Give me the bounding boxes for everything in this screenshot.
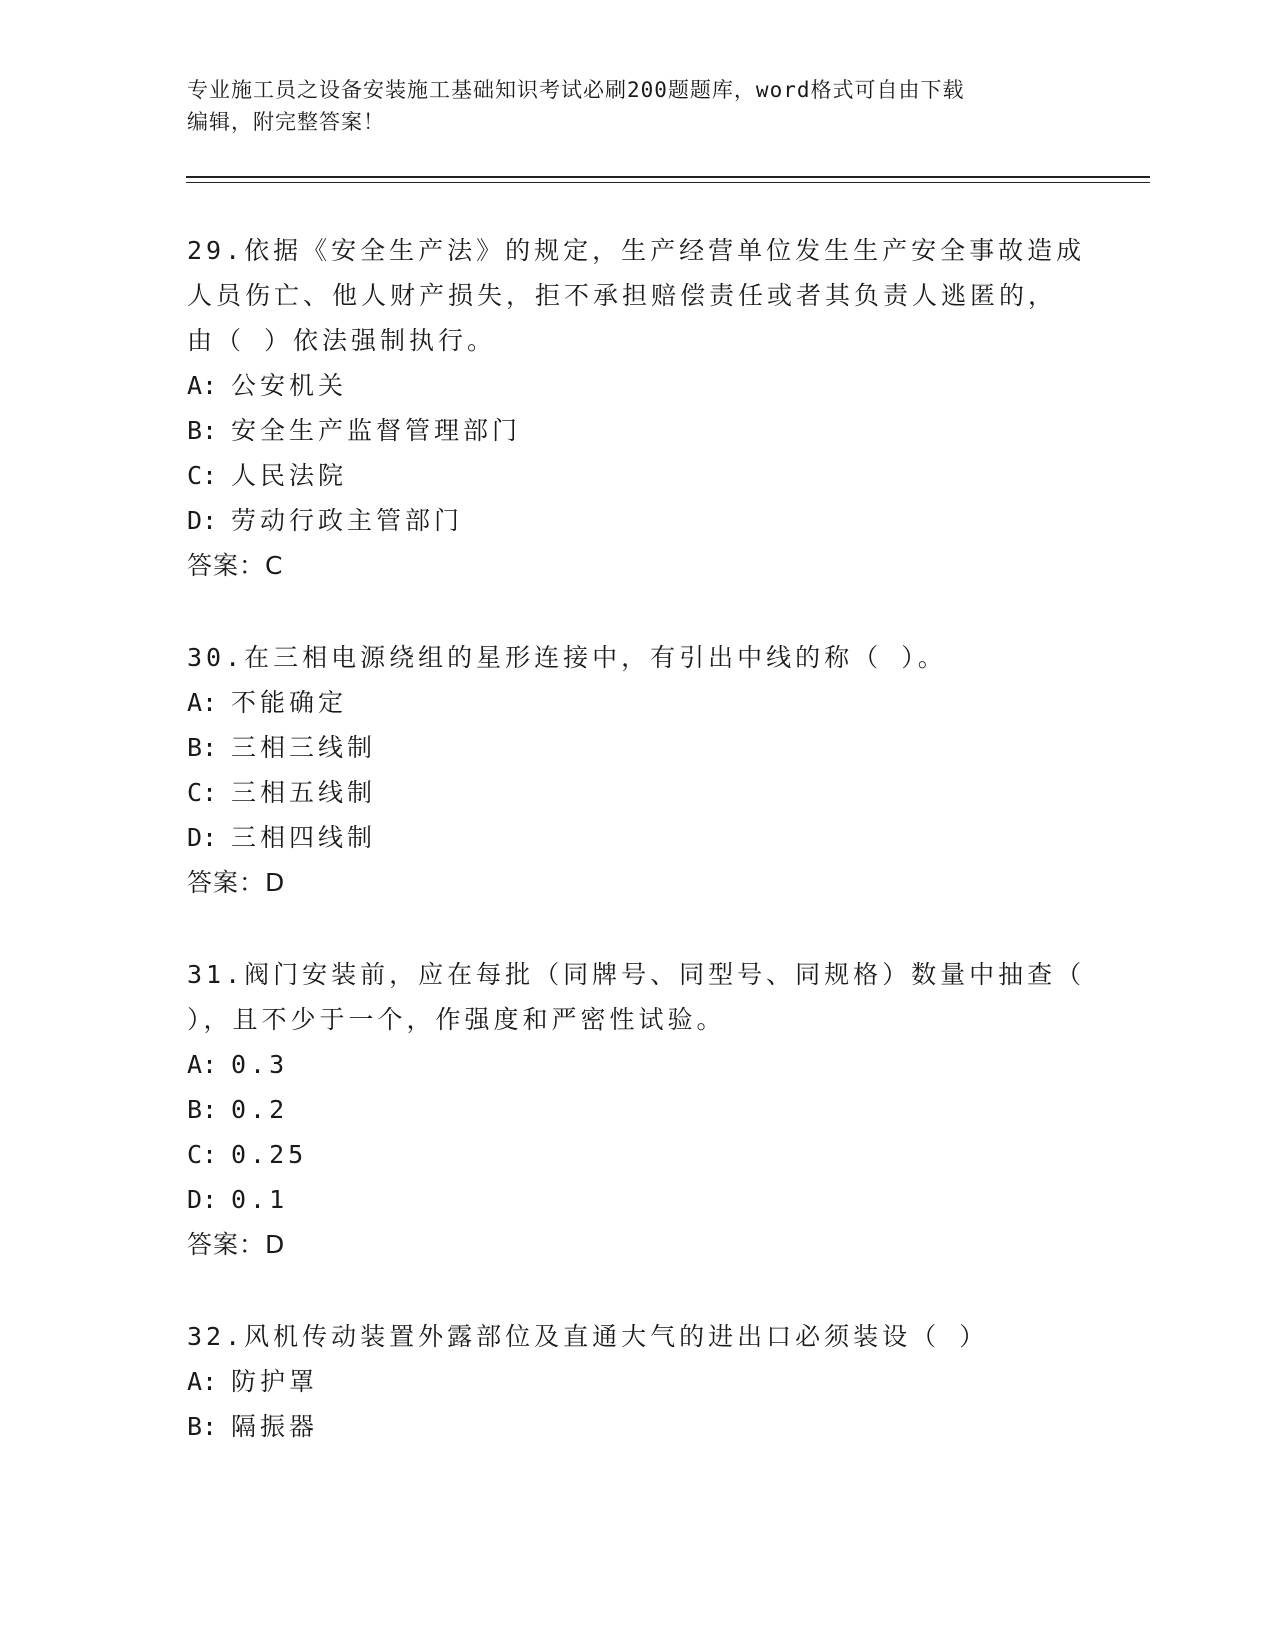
- option-letter: D:: [187, 823, 218, 852]
- header-title-line-1: 专业施工员之设备安装施工基础知识考试必刷200题题库，word格式可自由下载: [187, 78, 965, 102]
- option-text: 隔振器: [231, 1412, 319, 1441]
- option-letter: A:: [187, 371, 218, 400]
- option-d: [187, 815, 1087, 860]
- question-stem-line: ），且不少于一个，作强度和严密性试验。: [187, 1005, 726, 1034]
- option-letter: D:: [187, 506, 218, 535]
- question-31: [187, 952, 1087, 1267]
- option-text: 0.2: [231, 1095, 289, 1124]
- header-divider-thin: [186, 182, 1150, 183]
- question-29: [187, 228, 1087, 588]
- option-letter: A:: [187, 1367, 218, 1396]
- option-letter: B:: [187, 416, 218, 445]
- question-stem-line: 32.风机传动装置外露部位及直通大气的进出口必须装设（ ）: [187, 1322, 989, 1351]
- option-c: [187, 770, 1087, 815]
- answer-label: 答案：D: [187, 868, 286, 897]
- option-d: [187, 1177, 1087, 1222]
- option-b: [187, 725, 1087, 770]
- option-text: 防护罩: [231, 1367, 319, 1396]
- answer-label: 答案：C: [187, 551, 284, 580]
- question-stem-line: 30.在三相电源绕组的星形连接中，有引出中线的称（ ）。: [187, 643, 947, 672]
- question-stem-line: 31.阀门安装前，应在每批（同牌号、同型号、同规格）数量中抽查（: [187, 960, 1086, 989]
- option-letter: B:: [187, 1412, 218, 1441]
- answer-label: 答案：D: [187, 1230, 286, 1259]
- option-letter: C:: [187, 778, 218, 807]
- option-a: [187, 680, 1087, 725]
- option-letter: B:: [187, 1095, 218, 1124]
- question-stem-line: 29.依据《安全生产法》的规定，生产经营单位发生生产安全事故造成: [187, 236, 1086, 265]
- question-stem-line: 由（ ）依法强制执行。: [187, 326, 497, 355]
- option-b: [187, 1404, 1087, 1449]
- option-b: [187, 408, 1087, 453]
- option-text: 0.1: [231, 1185, 289, 1214]
- question-stem-line: 人员伤亡、他人财产损失，拒不承担赔偿责任或者其负责人逃匿的，: [187, 281, 1058, 310]
- option-text: 0.3: [231, 1050, 289, 1079]
- option-a: [187, 363, 1087, 408]
- option-letter: A:: [187, 1050, 218, 1079]
- option-text: 三相四线制: [231, 823, 377, 852]
- option-a: [187, 1042, 1087, 1087]
- option-text: 三相五线制: [231, 778, 377, 807]
- option-b: [187, 1087, 1087, 1132]
- option-d: [187, 498, 1087, 543]
- option-a: [187, 1359, 1087, 1404]
- option-text: 0.25: [231, 1140, 308, 1169]
- header-title-line-2: 编辑，附完整答案！: [187, 110, 385, 134]
- option-letter: D:: [187, 1185, 218, 1214]
- question-30: [187, 635, 1087, 905]
- header-divider-thick: [186, 176, 1150, 178]
- option-c: [187, 453, 1087, 498]
- option-text: 不能确定: [231, 688, 348, 717]
- option-c: [187, 1132, 1087, 1177]
- document-header: [187, 74, 1067, 138]
- option-text: 三相三线制: [231, 733, 377, 762]
- option-letter: B:: [187, 733, 218, 762]
- option-letter: C:: [187, 1140, 218, 1169]
- option-text: 劳动行政主管部门: [231, 506, 464, 535]
- option-letter: A:: [187, 688, 218, 717]
- option-text: 公安机关: [231, 371, 348, 400]
- option-text: 安全生产监督管理部门: [231, 416, 522, 445]
- option-text: 人民法院: [231, 461, 348, 490]
- option-letter: C:: [187, 461, 218, 490]
- question-32: [187, 1314, 1087, 1449]
